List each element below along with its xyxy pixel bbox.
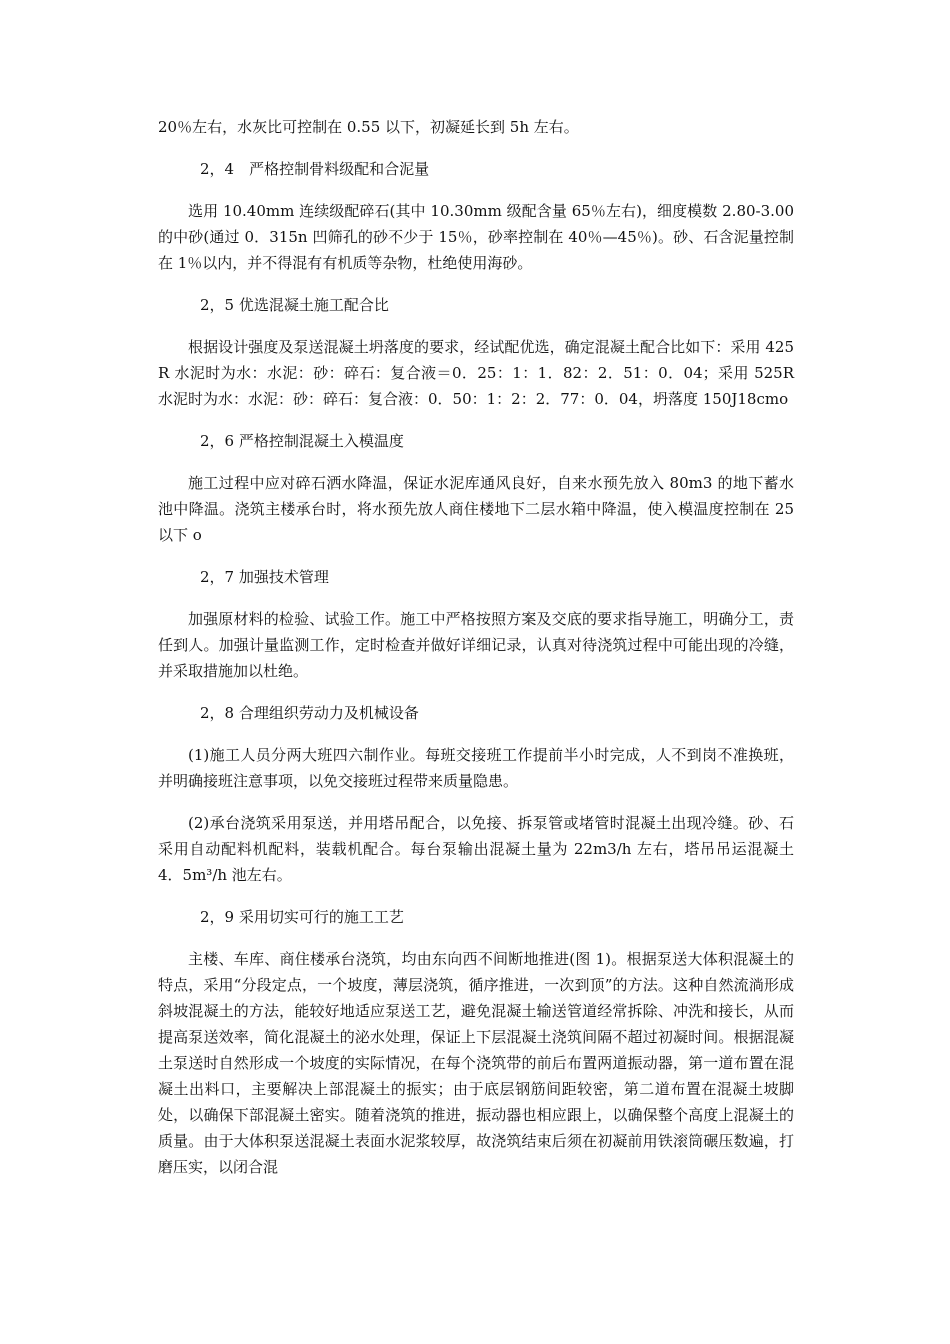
section-heading-2-6: 2，6 严格控制混凝土入模温度	[200, 432, 404, 450]
paragraph-mix-ratio: 根据设计强度及泵送混凝土坍落度的要求，经试配优选，确定混凝土配合比如下：采用 425R 水泥时为水：水泥：砂：碎石：复合液＝0．25：1：1．82：2．51：0．04；采用 525R 水泥时为水：水泥：砂：碎石：复合液：0．50：1：2：2．77：0．04，坍落度 150J18cmo	[158, 338, 794, 408]
paragraph-temperature-control: 施工过程中应对碎石洒水降温，保证水泥库通风良好，自来水预先放入 80m3 的地下蓄水池中降温。浇筑主楼承台时，将水预先放人商住楼地下二层水箱中降温，使入模温度控制在 25 以下 o	[158, 474, 794, 544]
paragraph-technical-management: 加强原材料的检验、试验工作。施工中严格按照方案及交底的要求指导施工，明确分工，责任到人。加强计量监测工作，定时检查并做好详细记录，认真对待浇筑过程中可能出现的冷缝，并采取措施加以杜绝。	[158, 610, 794, 680]
section-heading-2-4: 2，4 严格控制骨料级配和合泥量	[200, 160, 430, 178]
paragraph-equipment: (2)承台浇筑采用泵送，并用塔吊配合，以免接、拆泵管或堵管时混凝土出现冷缝。砂、石采用自动配料机配料，装载机配合。每台泵输出混凝土量为 22m3/h 左右，塔吊吊运混凝土 4．5m³/h 池左右。	[158, 814, 794, 884]
paragraph-labor-organization: (1)施工人员分两大班四六制作业。每班交接班工作提前半小时完成，人不到岗不准换班，并明确接班注意事项，以免交接班过程带来质量隐患。	[158, 746, 794, 790]
section-heading-2-9: 2，9 采用切实可行的施工工艺	[200, 908, 404, 926]
paragraph-aggregate-grading: 选用 10.40mm 连续级配碎石(其中 10.30mm 级配含量 65％左右)，细度模数 2.80-3.00 的中砂(通过 0．315n 凹筛孔的砂不少于 15％，砂率控制在 40％—45％)。砂、石含泥量控制在 1％以内，并不得混有有机质等杂物，杜绝使用海砂。	[158, 202, 794, 272]
section-heading-2-8: 2，8 合理组织劳动力及机械设备	[200, 704, 419, 722]
paragraph-continuation: 20％左右，水灰比可控制在 0.55 以下，初凝延长到 5h 左右。	[158, 118, 579, 136]
section-heading-2-5: 2，5 优选混凝土施工配合比	[200, 296, 389, 314]
document-page	[158, 114, 794, 1196]
section-heading-2-7: 2，7 加强技术管理	[200, 568, 329, 586]
paragraph-construction-process: 主楼、车库、商住楼承台浇筑，均由东向西不间断地推进(图 1)。根据泵送大体积混凝土的特点，采用“分段定点，一个坡度，薄层浇筑，循序推进，一次到顶”的方法。这种自然流淌形成斜坡混凝土的方法，能较好地适应泵送工艺，避免混凝土输送管道经常拆除、冲洗和接长，从而提高泵送效率，简化混凝土的泌水处理，保证上下层混凝土浇筑间隔不超过初凝时间。根据混凝土泵送时自然形成一个坡度的实际情况，在每个浇筑带的前后布置两道振动器，第一道布置在混凝土出料口，主要解决上部混凝土的振实；由于底层钢筋间距较密，第二道布置在混凝土坡脚处，以确保下部混凝土密实。随着浇筑的推进，振动器也相应跟上，以确保整个高度上混凝土的质量。由于大体积泵送混凝土表面水泥浆较厚，故浇筑结束后须在初凝前用铁滚筒碾压数遍，打磨压实，以闭合混	[158, 950, 794, 1176]
